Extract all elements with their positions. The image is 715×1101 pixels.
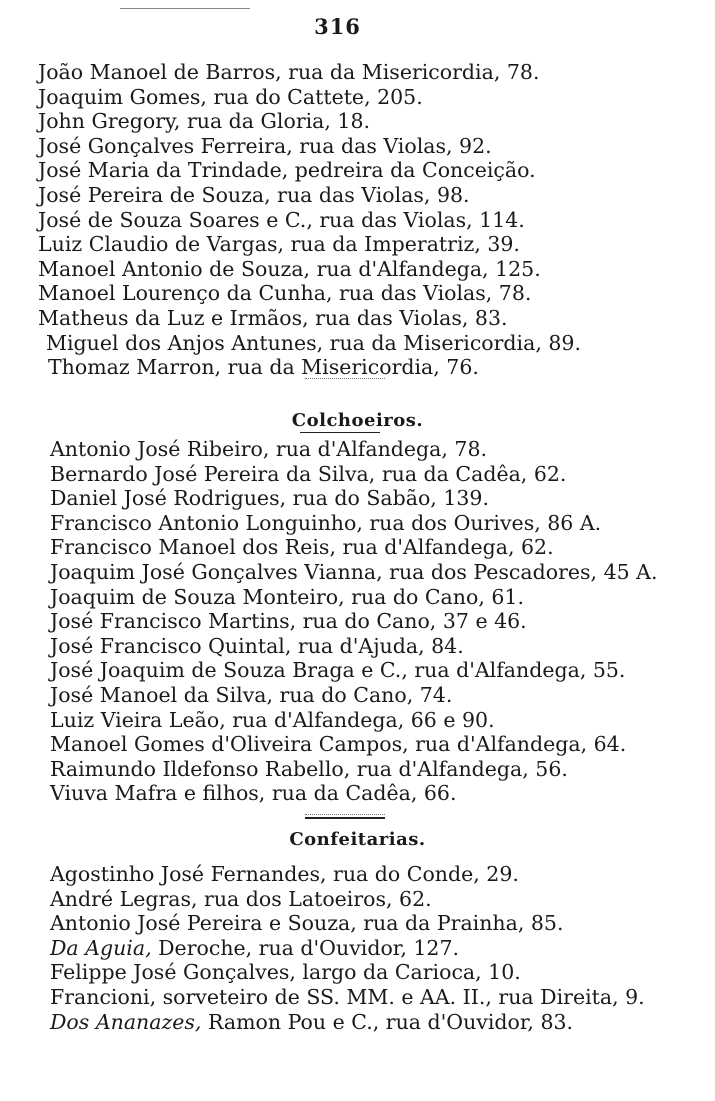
entry-text: Ramon Pou e C., rua d'Ouvidor, 83. xyxy=(207,1009,574,1034)
top-rule xyxy=(120,8,250,9)
section-divider xyxy=(305,378,385,379)
entry-text: Luiz Vieira Leão, rua d'Alfandega, 66 e 90. xyxy=(50,707,495,732)
directory-entry xyxy=(38,232,520,256)
directory-entry xyxy=(50,535,554,559)
entry-text: José Joaquim de Souza Braga e C., rua d'Alfandega, 55. xyxy=(50,658,626,683)
directory-entry xyxy=(38,306,508,330)
entry-text: Joaquim Gomes, rua do Cattete, 205. xyxy=(38,84,423,109)
directory-entry xyxy=(38,158,536,182)
entry-text: Agostinho José Fernandes, rua do Conde, 29. xyxy=(50,862,519,886)
entry-text: Thomaz Marron, rua da Misericordia, 76. xyxy=(48,355,479,380)
entry-text: Manoel Gomes d'Oliveira Campos, rua d'Alfandega, 64. xyxy=(50,732,627,757)
page-number: 316 xyxy=(314,14,361,39)
section-title: Confeitarias. xyxy=(289,829,426,850)
section-title: Colchoeiros. xyxy=(291,410,424,431)
directory-entry xyxy=(50,936,459,960)
entry-text: Francisco Antonio Longuinho, rua dos Ourives, 86 A. xyxy=(50,510,602,535)
directory-entry xyxy=(50,634,464,658)
entry-text: Francisco Manoel dos Reis, rua d'Alfandega, 62. xyxy=(50,535,554,560)
entry-text: Luiz Claudio de Vargas, rua da Imperatriz, 39. xyxy=(38,232,520,257)
directory-entry xyxy=(38,60,539,84)
entry-text: Miguel dos Anjos Antunes, rua da Misericordia, 89. xyxy=(46,330,581,355)
directory-entry xyxy=(38,281,531,305)
directory-entry xyxy=(50,658,625,682)
directory-entry xyxy=(38,208,525,232)
directory-entry xyxy=(50,486,489,510)
directory-entry xyxy=(50,585,524,609)
title-underline xyxy=(300,432,380,433)
directory-entry xyxy=(50,462,566,486)
entry-text: José Manoel da Silva, rua do Cano, 74. xyxy=(50,683,453,707)
entry-text: José Francisco Martins, rua do Cano, 37 e 46. xyxy=(50,609,527,634)
directory-entry xyxy=(50,862,519,886)
directory-entry xyxy=(50,781,456,805)
entry-text: André Legras, rua dos Latoeiros, 62. xyxy=(50,886,432,911)
title-overline xyxy=(305,817,385,819)
entry-text: Joaquim de Souza Monteiro, rua do Cano, 61. xyxy=(50,584,524,609)
directory-entry xyxy=(38,183,470,207)
entry-text: José Francisco Quintal, rua d'Ajuda, 84. xyxy=(50,633,464,658)
entry-text: Bernardo José Pereira da Silva, rua da Cadêa, 62. xyxy=(50,461,567,486)
directory-entry xyxy=(48,355,479,379)
directory-entry xyxy=(50,437,487,461)
entry-text: Viuva Mafra e filhos, rua da Cadêa, 66. xyxy=(50,781,457,806)
directory-entry xyxy=(50,985,645,1009)
entry-text: Francioni, sorveteiro de SS. MM. e AA. II., rua Direita, 9. xyxy=(50,985,645,1009)
section-divider xyxy=(305,814,385,815)
entry-text: José Maria da Trindade, pedreira da Conceição. xyxy=(38,158,536,183)
directory-entry xyxy=(50,1010,573,1034)
directory-entry xyxy=(50,683,452,707)
entry-text: João Manoel de Barros, rua da Misericordia, 78. xyxy=(38,60,540,84)
entry-italic-name: Dos Ananazes, xyxy=(50,1009,208,1034)
directory-entry xyxy=(38,85,423,109)
entry-text: Matheus da Luz e Irmãos, rua das Violas, 83. xyxy=(38,306,508,330)
entry-text: Manoel Antonio de Souza, rua d'Alfandega, 125. xyxy=(38,256,541,281)
directory-entry xyxy=(50,560,658,584)
directory-entry xyxy=(50,511,601,535)
entry-text: Daniel José Rodrigues, rua do Sabão, 139. xyxy=(50,486,489,511)
directory-entry xyxy=(50,960,521,984)
entry-text: José de Souza Soares e C., rua das Violas, 114. xyxy=(38,207,525,232)
entry-text: Antonio José Ribeiro, rua d'Alfandega, 78. xyxy=(50,437,488,461)
directory-entry xyxy=(50,708,495,732)
directory-entry xyxy=(50,911,564,935)
directory-entry xyxy=(38,257,541,281)
directory-entry xyxy=(38,134,492,158)
directory-entry xyxy=(46,331,581,355)
directory-entry xyxy=(50,887,432,911)
directory-entry xyxy=(50,609,527,633)
entry-text: Deroche, rua d'Ouvidor, 127. xyxy=(158,935,460,960)
entry-text: Antonio José Pereira e Souza, rua da Prainha, 85. xyxy=(50,911,564,936)
entry-text: José Gonçalves Ferreira, rua das Violas, 92. xyxy=(38,133,492,158)
directory-entry xyxy=(38,109,370,133)
entry-italic-name: Da Aguia, xyxy=(50,935,159,960)
entry-text: Raimundo Ildefonso Rabello, rua d'Alfandega, 56. xyxy=(50,756,568,781)
entry-text: José Pereira de Souza, rua das Violas, 98. xyxy=(38,183,470,207)
directory-entry xyxy=(50,732,626,756)
entry-text: Felippe José Gonçalves, largo da Carioca, 10. xyxy=(50,960,521,985)
entry-text: John Gregory, rua da Gloria, 18. xyxy=(38,109,371,134)
entry-text: Manoel Lourenço da Cunha, rua das Violas, 78. xyxy=(38,281,532,306)
directory-entry xyxy=(50,757,568,781)
entry-text: Joaquim José Gonçalves Vianna, rua dos Pescadores, 45 A. xyxy=(50,560,658,584)
